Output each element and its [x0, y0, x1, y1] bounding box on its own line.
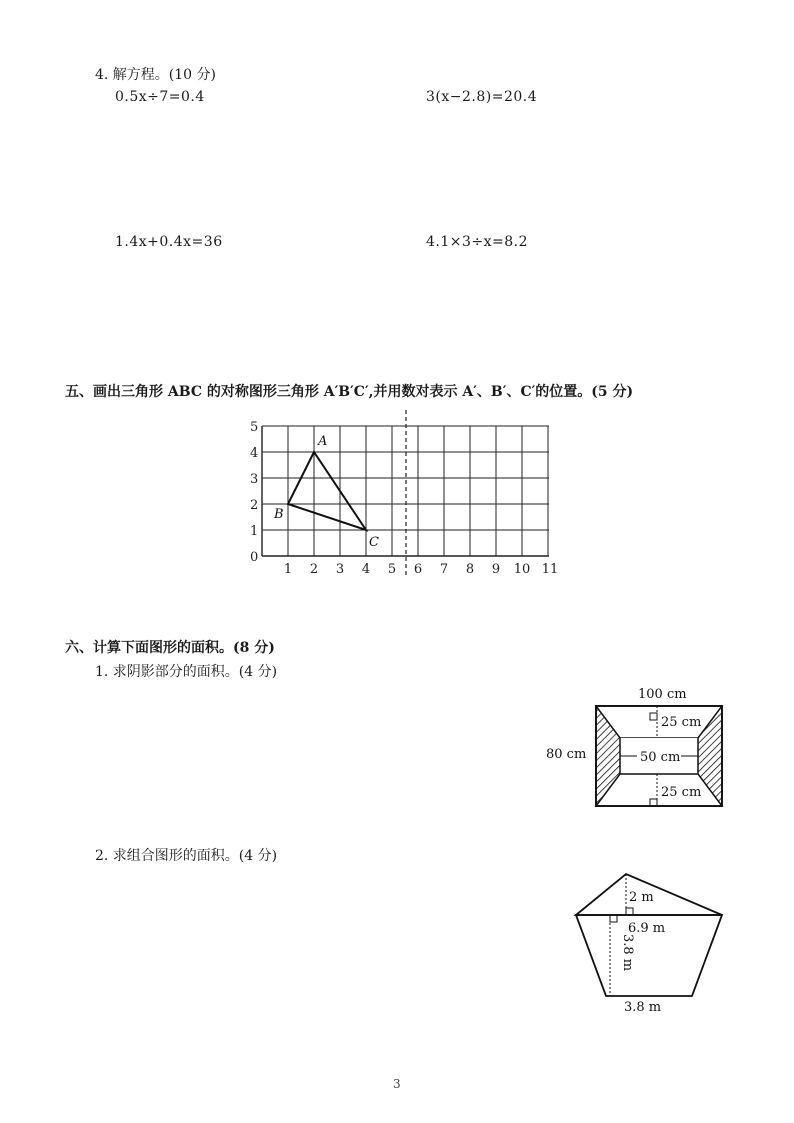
x-tick: 5 — [387, 562, 397, 577]
x-tick: 7 — [439, 562, 449, 577]
q6-part2-title: 2. 求组合图形的面积。(4 分) — [95, 848, 278, 864]
q4-title: 4. 解方程。(10 分) — [95, 67, 216, 83]
y-tick: 5 — [250, 420, 259, 435]
page-number: 3 — [393, 1077, 401, 1091]
q6-part1-title: 1. 求阴影部分的面积。(4 分) — [95, 664, 278, 680]
q6-title: 六、计算下面图形的面积。(8 分) — [65, 640, 275, 656]
vertex-label-c: C — [369, 535, 379, 550]
y-tick: 2 — [250, 498, 259, 513]
y-tick: 0 — [250, 550, 259, 565]
width-label: 100 cm — [638, 687, 687, 702]
x-tick: 8 — [465, 562, 475, 577]
equation-2: 3(x−2.8)=20.4 — [426, 89, 538, 105]
x-tick: 3 — [335, 562, 345, 577]
y-tick: 4 — [250, 446, 259, 461]
trap-height-label: 3.8 m — [620, 934, 635, 972]
x-tick: 10 — [513, 562, 531, 577]
x-tick: 1 — [283, 562, 293, 577]
middle-label: 50 cm — [640, 750, 681, 765]
top-base-label: 6.9 m — [628, 921, 666, 936]
y-tick: 3 — [250, 472, 259, 487]
x-tick: 4 — [361, 562, 371, 577]
height-label: 80 cm — [546, 747, 587, 762]
coordinate-grid — [236, 410, 566, 580]
equation-3: 1.4x+0.4x=36 — [115, 234, 223, 250]
equation-1: 0.5x÷7=0.4 — [115, 89, 205, 105]
triangle-abc — [288, 452, 366, 530]
x-tick: 11 — [541, 562, 559, 577]
shaded-area-figure — [540, 682, 730, 812]
x-tick: 6 — [413, 562, 423, 577]
vertex-label-b: B — [274, 507, 284, 522]
x-tick: 2 — [309, 562, 319, 577]
q5-title: 五、画出三角形 ABC 的对称图形三角形 A′B′C′,并用数对表示 A′、B′、C′的位置。(5 分) — [65, 384, 634, 400]
bottom-base-label: 3.8 m — [624, 1000, 662, 1015]
composite-figure — [568, 866, 728, 1016]
x-tick: 9 — [491, 562, 501, 577]
equation-4: 4.1×3÷x=8.2 — [426, 234, 529, 250]
bottom-gap-label: 25 cm — [661, 785, 702, 800]
vertex-label-a: A — [318, 434, 328, 449]
tri-height-label: 2 m — [629, 890, 654, 905]
y-tick: 1 — [250, 524, 259, 539]
top-gap-label: 25 cm — [661, 715, 702, 730]
